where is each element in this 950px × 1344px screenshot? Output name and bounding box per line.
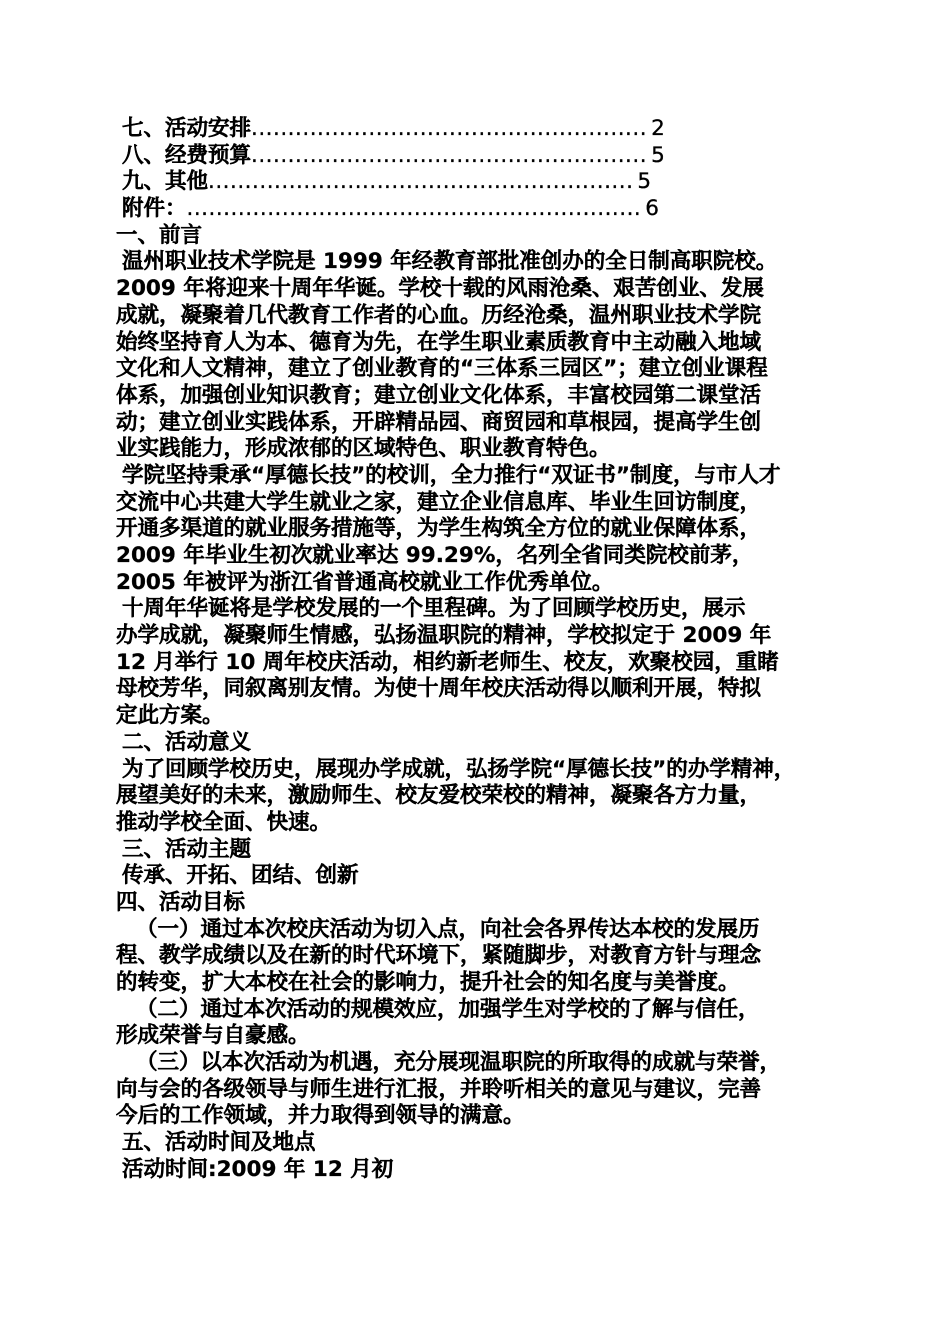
body-text-line: 2009 年毕业生初次就业率达 99.29%，名列全省同类院校前茅，	[116, 543, 754, 568]
section-heading: 一、前言	[116, 222, 203, 248]
document-page	[116, 116, 846, 1184]
body-text-line: 活动时间:2009 年 12 月初	[122, 1156, 394, 1182]
body-text-line: （一）通过本次校庆活动为切入点，向社会各界传达本校的发展历	[136, 916, 760, 942]
toc-entry-label: 八、经费预算	[122, 142, 252, 168]
body-text-line: 定此方案。	[116, 703, 224, 729]
body-text-line: 的转变，扩大本校在社会的影响力，提升社会的知名度与美誉度。	[116, 970, 740, 995]
body-text-line: 程、教学成绩以及在新的时代环境下，紧随脚步，对教育方针与理念	[116, 943, 762, 969]
section-heading: 二、活动意义	[122, 729, 252, 755]
body-text-line: 体系，加强创业知识教育；建立创业文化体系，丰富校园第二课堂活	[116, 382, 762, 408]
toc-leader-dots: ......................................................	[251, 116, 648, 141]
body-text-line: 十周年华诞将是学校发展的一个里程碑。为了回顾学校历史，展示	[122, 596, 746, 622]
body-text-line: （二）通过本次活动的规模效应，加强学生对学校的了解与信任，	[136, 996, 760, 1022]
body-text-line: 成就，凝聚着几代教育工作者的心血。历经沧桑，温州职业技术学院	[116, 302, 762, 328]
body-text-line: 推动学校全面、快速。	[116, 809, 332, 835]
toc-entry-label: 附件：	[122, 196, 187, 222]
toc-entry	[116, 143, 846, 170]
body-text-line: 温州职业技术学院是 1999 年经教育部批准创办的全日制高职院校。	[122, 249, 778, 275]
toc-page-number: 2	[651, 116, 665, 141]
toc-entry-label: 七、活动安排	[122, 116, 252, 141]
body-text-line: 动；建立创业实践体系，开辟精品园、商贸园和草根园，提高学生创	[116, 409, 762, 435]
document-body	[116, 223, 846, 1184]
toc-entry	[116, 169, 846, 196]
section-heading: 三、活动主题	[122, 836, 252, 862]
body-text-line: 2005 年被评为浙江省普通高校就业工作优秀单位。	[116, 569, 614, 595]
body-text-line: 始终坚持育人为本、德育为先，在学生职业素质教育中主动融入地域	[116, 329, 762, 355]
toc-page-number: 6	[645, 196, 659, 222]
body-text-line: 为了回顾学校历史，展现办学成就，弘扬学院“厚德长技”的办学精神，	[122, 756, 796, 782]
table-of-contents	[116, 116, 846, 223]
body-text-line: 开通多渠道的就业服务措施等，为学生构筑全方位的就业保障体系，	[116, 516, 762, 542]
toc-page-number: 5	[651, 142, 665, 168]
body-text-line: 母校芳华，同叙离别友情。为使十周年校庆活动得以顺利开展，特拟	[116, 676, 762, 702]
body-text-line: 展望美好的未来，激励师生、校友爱校荣校的精神，凝聚各方力量，	[116, 783, 762, 809]
body-text-line: 12 月举行 10 周年校庆活动，相约新老师生、校友，欢聚校园，重睹	[116, 649, 779, 675]
toc-leader-dots: ..........................................................	[208, 169, 634, 195]
toc-leader-dots: ......................................................	[251, 142, 648, 168]
body-text-line: 今后的工作领域，并力取得到领导的满意。	[116, 1103, 525, 1129]
body-text-line: 交流中心共建大学生就业之家，建立企业信息库、毕业生回访制度，	[116, 489, 762, 515]
toc-entry	[116, 116, 846, 143]
toc-entry	[116, 196, 846, 223]
toc-entry-label: 九、其他	[122, 169, 209, 195]
toc-leader-dots: ..............................................................	[186, 196, 642, 222]
body-text-line: 传承、开拓、团结、创新	[122, 863, 359, 889]
body-text-line: 向与会的各级领导与师生进行汇报，并聆听相关的意见与建议，完善	[116, 1076, 762, 1102]
section-heading: 五、活动时间及地点	[122, 1130, 316, 1156]
body-text-line: 学院坚持秉承“厚德长技”的校训，全力推行“双证书”制度，与市人才	[122, 462, 781, 488]
body-text-line: 业实践能力，形成浓郁的区域特色、职业教育特色。	[116, 436, 611, 462]
body-text-line: 2009 年将迎来十周年华诞。学校十载的风雨沧桑、艰苦创业、发展	[116, 276, 764, 302]
toc-page-number: 5	[637, 169, 652, 195]
body-text-line: 办学成就，凝聚师生情感，弘扬温职院的精神，学校拟定于 2009 年	[116, 623, 772, 649]
body-text-line: 形成荣誉与自豪感。	[116, 1023, 310, 1049]
body-text-line: 文化和人文精神，建立了创业教育的“三体系三园区”；建立创业课程	[116, 356, 768, 382]
section-heading: 四、活动目标	[116, 889, 246, 915]
body-text-line: （三）以本次活动为机遇，充分展现温职院的所取得的成就与荣誉，	[136, 1050, 782, 1076]
